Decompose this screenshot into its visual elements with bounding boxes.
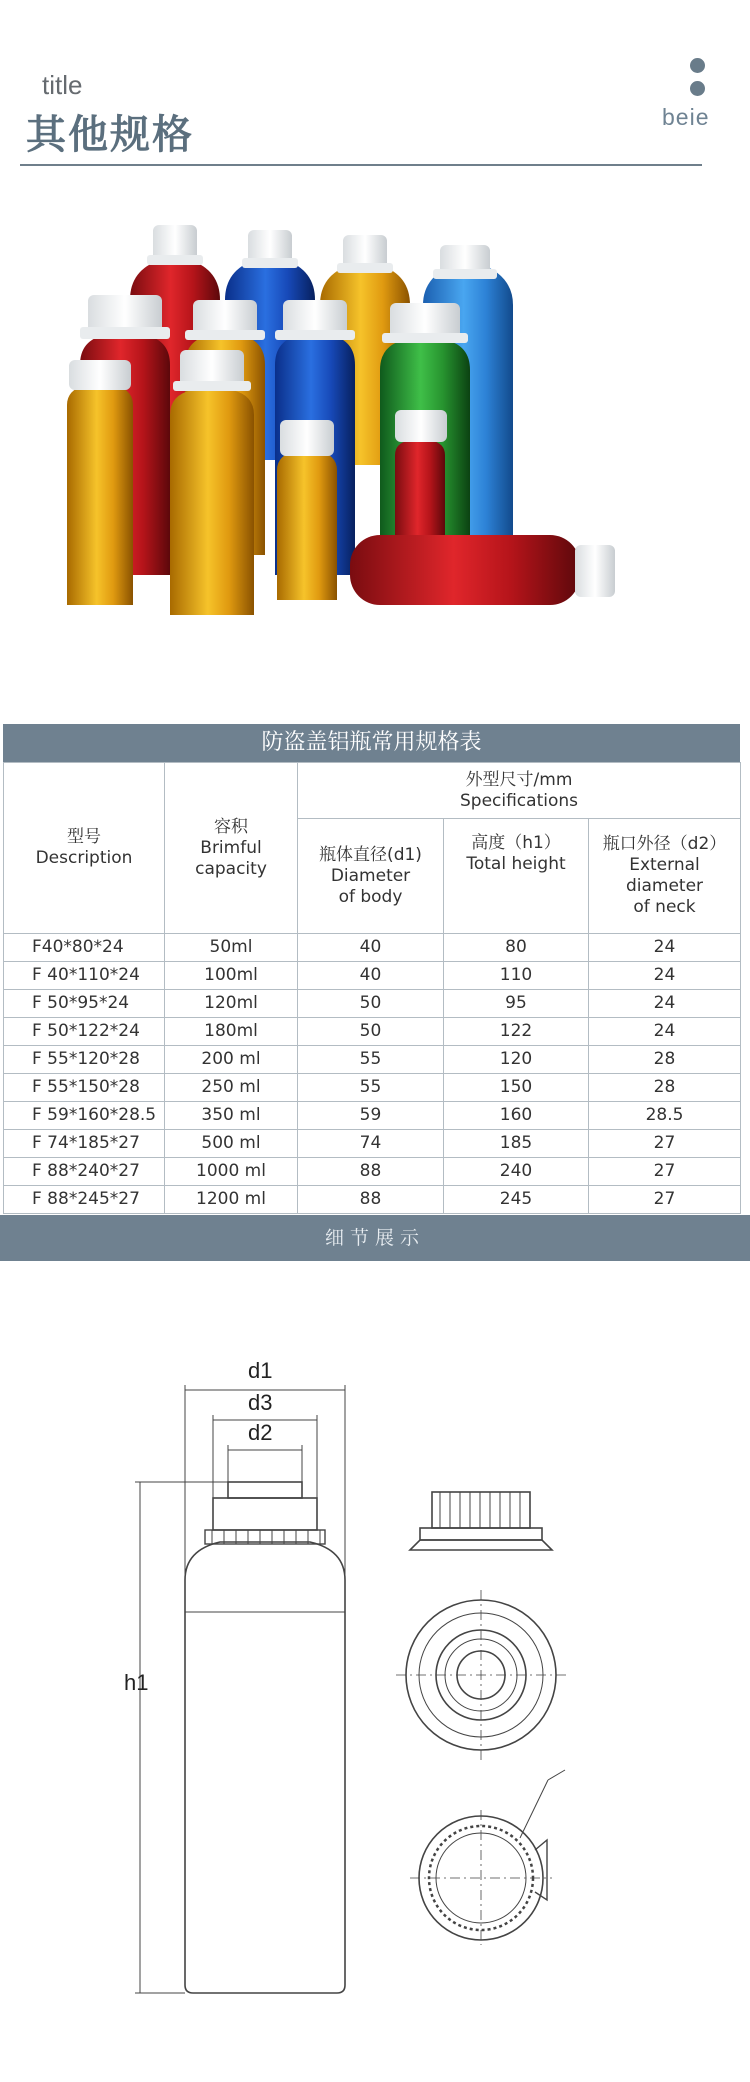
col-d1-header: 瓶体直径(d1) Diameter of body bbox=[298, 819, 444, 934]
h1-cell: 245 bbox=[444, 1186, 589, 1214]
h1-cell: 240 bbox=[444, 1158, 589, 1186]
model-cell: F 50*95*24 bbox=[4, 990, 165, 1018]
cap-bottom-view bbox=[410, 1770, 565, 1945]
d2-cell: 24 bbox=[589, 1018, 741, 1046]
table-row bbox=[4, 1102, 741, 1130]
col-capacity-header bbox=[165, 763, 298, 934]
label-d3: d3 bbox=[248, 1390, 273, 1415]
col-d2-header: 瓶口外径（d2） External diameter of neck bbox=[589, 819, 741, 934]
page-title: 其他规格 bbox=[26, 112, 194, 158]
col-model-header bbox=[4, 763, 165, 934]
h1-cell: 122 bbox=[444, 1018, 589, 1046]
col-model-cn: 型号 bbox=[67, 827, 101, 847]
capacity-cell: 180ml bbox=[165, 1018, 298, 1046]
brand-label: beie bbox=[662, 104, 710, 130]
h1-cell: 160 bbox=[444, 1102, 589, 1130]
model-cell: F 88*240*27 bbox=[4, 1158, 165, 1186]
d1-cell: 59 bbox=[298, 1102, 444, 1130]
capacity-cell: 1200 ml bbox=[165, 1186, 298, 1214]
label-h1: h1 bbox=[124, 1670, 149, 1695]
technical-drawing bbox=[0, 1330, 750, 2040]
capacity-cell: 100ml bbox=[165, 962, 298, 990]
page-header bbox=[0, 0, 750, 170]
capacity-cell: 350 ml bbox=[165, 1102, 298, 1130]
detail-section-title: 细节展示 bbox=[0, 1215, 750, 1261]
table-row bbox=[4, 990, 741, 1018]
label-d1: d1 bbox=[248, 1358, 273, 1383]
h1-cell: 150 bbox=[444, 1074, 589, 1102]
table-row bbox=[4, 1046, 741, 1074]
col-group-en: Specifications bbox=[459, 790, 578, 811]
d1-cell: 55 bbox=[298, 1046, 444, 1074]
col-h1-header: 高度（h1） Total height bbox=[444, 819, 589, 934]
english-title: title bbox=[42, 70, 83, 100]
table-row bbox=[4, 934, 741, 962]
cap-side-view bbox=[410, 1492, 552, 1550]
d1-cell: 50 bbox=[298, 1018, 444, 1046]
product-photo bbox=[55, 215, 695, 715]
d2-cell: 24 bbox=[589, 962, 741, 990]
table-row bbox=[4, 1018, 741, 1046]
capacity-cell: 200 ml bbox=[165, 1046, 298, 1074]
h1-cell: 110 bbox=[444, 962, 589, 990]
d2-cell: 24 bbox=[589, 990, 741, 1018]
table-row bbox=[4, 1186, 741, 1214]
d1-cell: 40 bbox=[298, 934, 444, 962]
spec-grid bbox=[3, 762, 741, 1214]
col-capacity-cn: 容积 bbox=[214, 816, 248, 837]
h1-cell: 95 bbox=[444, 990, 589, 1018]
model-cell: F 40*110*24 bbox=[4, 962, 165, 990]
table-row bbox=[4, 1158, 741, 1186]
capacity-cell: 120ml bbox=[165, 990, 298, 1018]
d2-cell: 28 bbox=[589, 1046, 741, 1074]
model-cell: F 74*185*27 bbox=[4, 1130, 165, 1158]
model-cell: F 59*160*28.5 bbox=[4, 1102, 165, 1130]
col-model-en: Description bbox=[35, 848, 133, 868]
h1-cell: 80 bbox=[444, 934, 589, 962]
dots-icon bbox=[690, 58, 705, 104]
d1-cell: 55 bbox=[298, 1074, 444, 1102]
col-group-cn: 外型尺寸/mm bbox=[465, 769, 573, 790]
d1-cell: 88 bbox=[298, 1186, 444, 1214]
capacity-cell: 250 ml bbox=[165, 1074, 298, 1102]
d2-cell: 28.5 bbox=[589, 1102, 741, 1130]
header-divider bbox=[20, 164, 702, 166]
spec-table-title: 防盗盖铝瓶常用规格表 bbox=[3, 724, 740, 762]
d2-cell: 24 bbox=[589, 934, 741, 962]
col-capacity-en: Brimful capacity bbox=[195, 837, 267, 879]
d2-cell: 27 bbox=[589, 1186, 741, 1214]
table-row bbox=[4, 962, 741, 990]
capacity-cell: 500 ml bbox=[165, 1130, 298, 1158]
model-cell: F 88*245*27 bbox=[4, 1186, 165, 1214]
capacity-cell: 50ml bbox=[165, 934, 298, 962]
model-cell: F 50*122*24 bbox=[4, 1018, 165, 1046]
bottle-front-view bbox=[135, 1385, 345, 1993]
d2-cell: 27 bbox=[589, 1130, 741, 1158]
model-cell: F 55*150*28 bbox=[4, 1074, 165, 1102]
capacity-cell: 1000 ml bbox=[165, 1158, 298, 1186]
col-group-header bbox=[298, 763, 741, 819]
table-row bbox=[4, 1130, 741, 1158]
d2-cell: 27 bbox=[589, 1158, 741, 1186]
model-cell: F 55*120*28 bbox=[4, 1046, 165, 1074]
d1-cell: 40 bbox=[298, 962, 444, 990]
h1-cell: 185 bbox=[444, 1130, 589, 1158]
table-row bbox=[4, 1074, 741, 1102]
h1-cell: 120 bbox=[444, 1046, 589, 1074]
cap-top-view bbox=[396, 1590, 566, 1760]
model-cell: F40*80*24 bbox=[4, 934, 165, 962]
spec-table bbox=[3, 724, 740, 1214]
d1-cell: 50 bbox=[298, 990, 444, 1018]
label-d2: d2 bbox=[248, 1420, 273, 1445]
d1-cell: 74 bbox=[298, 1130, 444, 1158]
d1-cell: 88 bbox=[298, 1158, 444, 1186]
d2-cell: 28 bbox=[589, 1074, 741, 1102]
